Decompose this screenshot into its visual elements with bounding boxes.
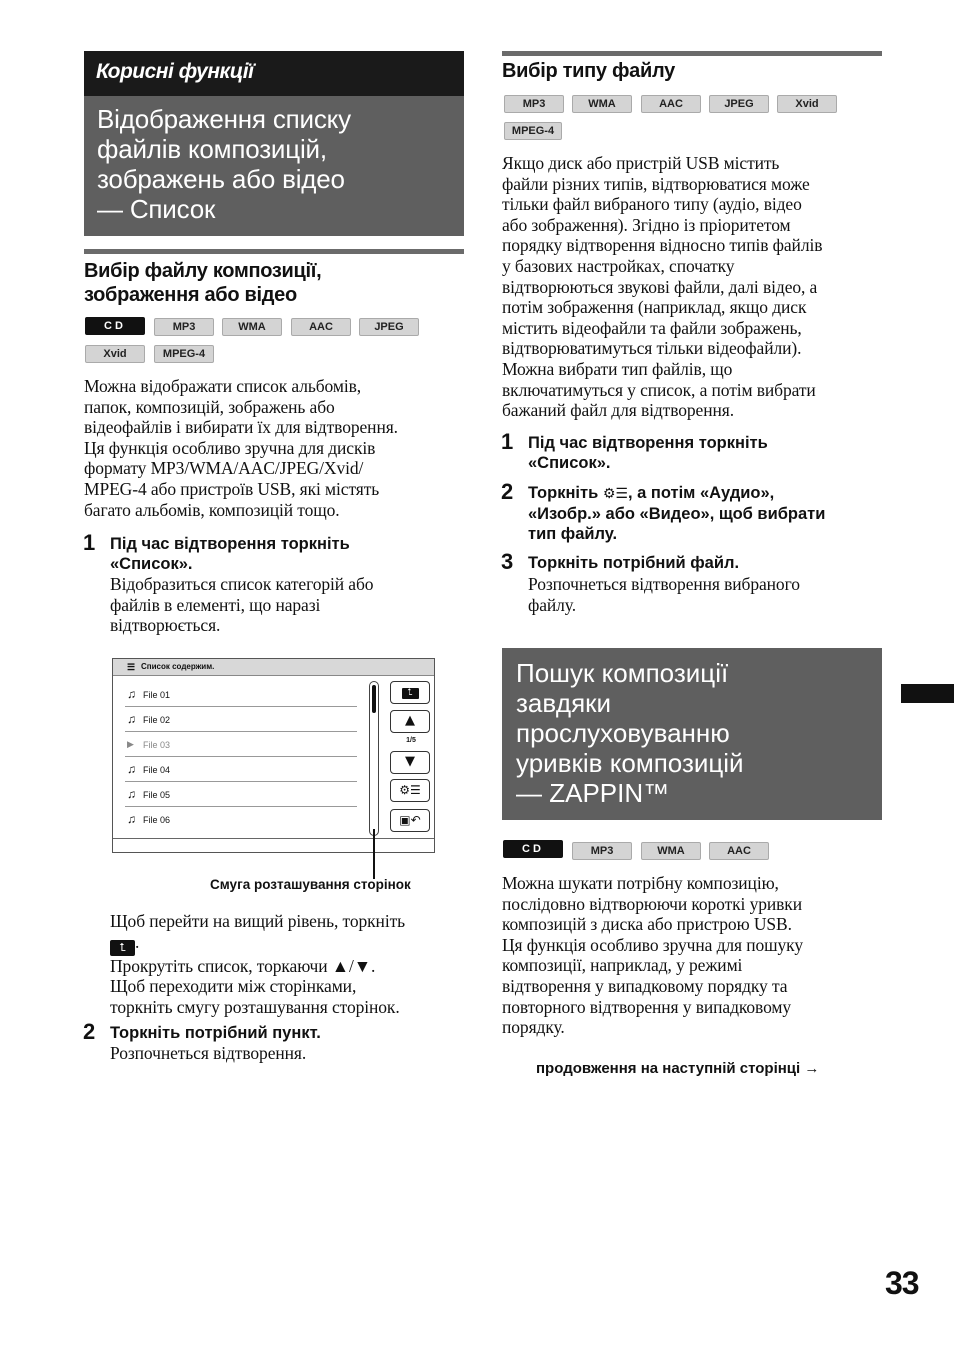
zappin-paragraph: Можна шукати потрібну композицію, послідовно відтворюючи короткі уривки композицій з диска або пристрою USB. Ця функція особливо зручна для пошуку композиції, наприклад, у режимі відтворення у випадковому порядку та повторного відтворення у випадковому порядку.	[502, 873, 803, 1038]
badge-wma: WMA	[641, 842, 701, 860]
step-body: Відобразиться список категорій або файлів в елементі, що наразі відтворюється.	[110, 574, 374, 636]
screen-bottom-line	[113, 838, 434, 839]
step-heading: Під час відтворення торкніть «Список».	[110, 535, 350, 573]
badge-xvid: Xvid	[777, 95, 837, 113]
step-number: 2	[83, 1019, 96, 1044]
scroll-down-button[interactable]	[390, 751, 430, 774]
badge-cd: CD	[503, 840, 563, 858]
play-icon: ▶	[127, 739, 134, 749]
screen-title-bar: ☰ Список содержим.	[113, 659, 434, 676]
chapter-tab-marker	[901, 684, 954, 703]
zappin-title: Пошук композиції завдяки прослуховуванню уривків композицій — ZAPPIN™	[516, 658, 744, 808]
step-number: 1	[501, 429, 514, 454]
continued-note: продовження на наступній сторінці →	[536, 1060, 820, 1077]
list-icon: ☰	[127, 662, 136, 672]
file-type-icon: ⚙☰	[399, 783, 421, 797]
badge-mp3: MP3	[504, 95, 564, 113]
step-heading: Торкніть потрібний файл.	[528, 554, 740, 572]
file-type-button[interactable]	[390, 779, 430, 802]
step-heading: Під час відтворення торкніть «Список».	[528, 434, 768, 472]
chapter-title-box	[84, 96, 464, 236]
back-to-playback-icon: ▣↶	[399, 813, 421, 827]
step-number: 1	[83, 530, 96, 555]
music-note-icon: ♫	[127, 812, 136, 826]
list-item[interactable]: ♫ File 02	[125, 707, 357, 732]
list-item[interactable]: ♫ File 05	[125, 782, 357, 807]
return-to-playback-button[interactable]	[390, 809, 430, 832]
callout-line	[373, 829, 375, 879]
badge-mp3: MP3	[154, 318, 214, 336]
page-number: 33	[885, 1265, 919, 1301]
music-note-icon: ♫	[127, 787, 136, 801]
list-item-playing[interactable]: ▶ File 03	[125, 732, 357, 757]
scroll-up-button[interactable]	[390, 710, 430, 733]
music-note-icon: ♫	[127, 762, 136, 776]
section-title-select-file: Вибір файлу композиції, зображення або відео	[84, 260, 322, 306]
badge-mpeg4: MPEG-4	[154, 345, 214, 363]
step-body: Розпочнеться відтворення вибраного файлу.	[528, 574, 800, 615]
badge-wma: WMA	[222, 318, 282, 336]
step-body: Розпочнеться відтворення.	[110, 1043, 307, 1063]
music-note-icon: ♫	[127, 687, 136, 701]
intro-paragraph-left: Можна відображати список альбомів, папок, композицій, зображень або відеофайлів і вибирати їх для відтворення. Ця функція особливо зручна для дисків формату MP3/WMA/AAC/JPEG/Xvid/ MPEG-4 або пристроїв USB, які містять багато альбомів, композицій тощо.	[84, 376, 398, 520]
arrow-up-icon: ▲	[405, 713, 415, 728]
folder-up-button[interactable]	[390, 681, 430, 704]
badge-wma: WMA	[572, 95, 632, 113]
step-heading: Торкніть ⚙☰, а потім «Аудио», «Изобр.» або «Видео», щоб вибрати тип файлу.	[528, 484, 826, 543]
arrow-down-icon: ▼	[405, 754, 415, 769]
step-number: 3	[501, 549, 514, 574]
music-note-icon: ♫	[127, 712, 136, 726]
badge-jpeg: JPEG	[359, 318, 419, 336]
list-item[interactable]: ♫ File 01	[125, 682, 357, 707]
badge-jpeg: JPEG	[709, 95, 769, 113]
badge-aac: AAC	[709, 842, 769, 860]
list-item[interactable]: ♫ File 04	[125, 757, 357, 782]
badge-mp3: MP3	[572, 842, 632, 860]
chapter-title: Відображення списку файлів композицій, зображень або відео — Список	[97, 104, 351, 224]
zappin-title-box	[502, 648, 882, 820]
content-list-screen	[112, 658, 435, 853]
category-label: Корисні функції	[96, 60, 254, 83]
section-divider	[502, 51, 882, 56]
badge-mpeg4: MPEG-4	[504, 122, 562, 140]
navigation-hints: Щоб перейти на вищий рівень, торкніть ⮤ . Прокрутіть список, торкаючи ▲/▼. Щоб переходити між сторінками, торкніть смугу розташування сторінок.	[110, 911, 406, 1017]
folder-up-icon: ⮤	[110, 940, 135, 956]
section-divider	[84, 249, 464, 254]
badge-aac: AAC	[291, 318, 351, 336]
badge-aac: AAC	[641, 95, 701, 113]
intro-paragraph-right: Якщо диск або пристрій USB містить файли різних типів, відтворюватися може тільки файл вибраного типу (аудіо, відео або зображення). Згідно із пріоритетом порядку відтворення відносно типів файлів у базових настройках, спочатку відтворюються звукові файли, далі відео, а потім зображення (наприклад, якщо диск містить відеофайли та файли зображень, відтворюватимуться тільки відеофайли). Можна вибрати тип файлів, що включатимуться у список, а потім вибрати бажаний файл для відтворення.	[502, 153, 823, 421]
step-number: 2	[501, 479, 514, 504]
step-heading: Торкніть потрібний пункт.	[110, 1024, 321, 1042]
page-position-thumb[interactable]	[372, 685, 376, 713]
page-position-bar[interactable]	[369, 681, 379, 836]
badge-xvid: Xvid	[85, 345, 145, 363]
screen-caption: Смуга розташування сторінок	[210, 877, 411, 892]
section-title-file-type: Вибір типу файлу	[502, 60, 675, 82]
folder-up-icon: ⮤	[402, 688, 419, 699]
list-item[interactable]: ♫ File 06	[125, 807, 357, 831]
badge-cd: CD	[85, 317, 145, 335]
file-type-icon: ⚙☰	[602, 486, 628, 502]
category-banner	[84, 51, 464, 96]
page-indicator: 1/5	[406, 737, 416, 744]
